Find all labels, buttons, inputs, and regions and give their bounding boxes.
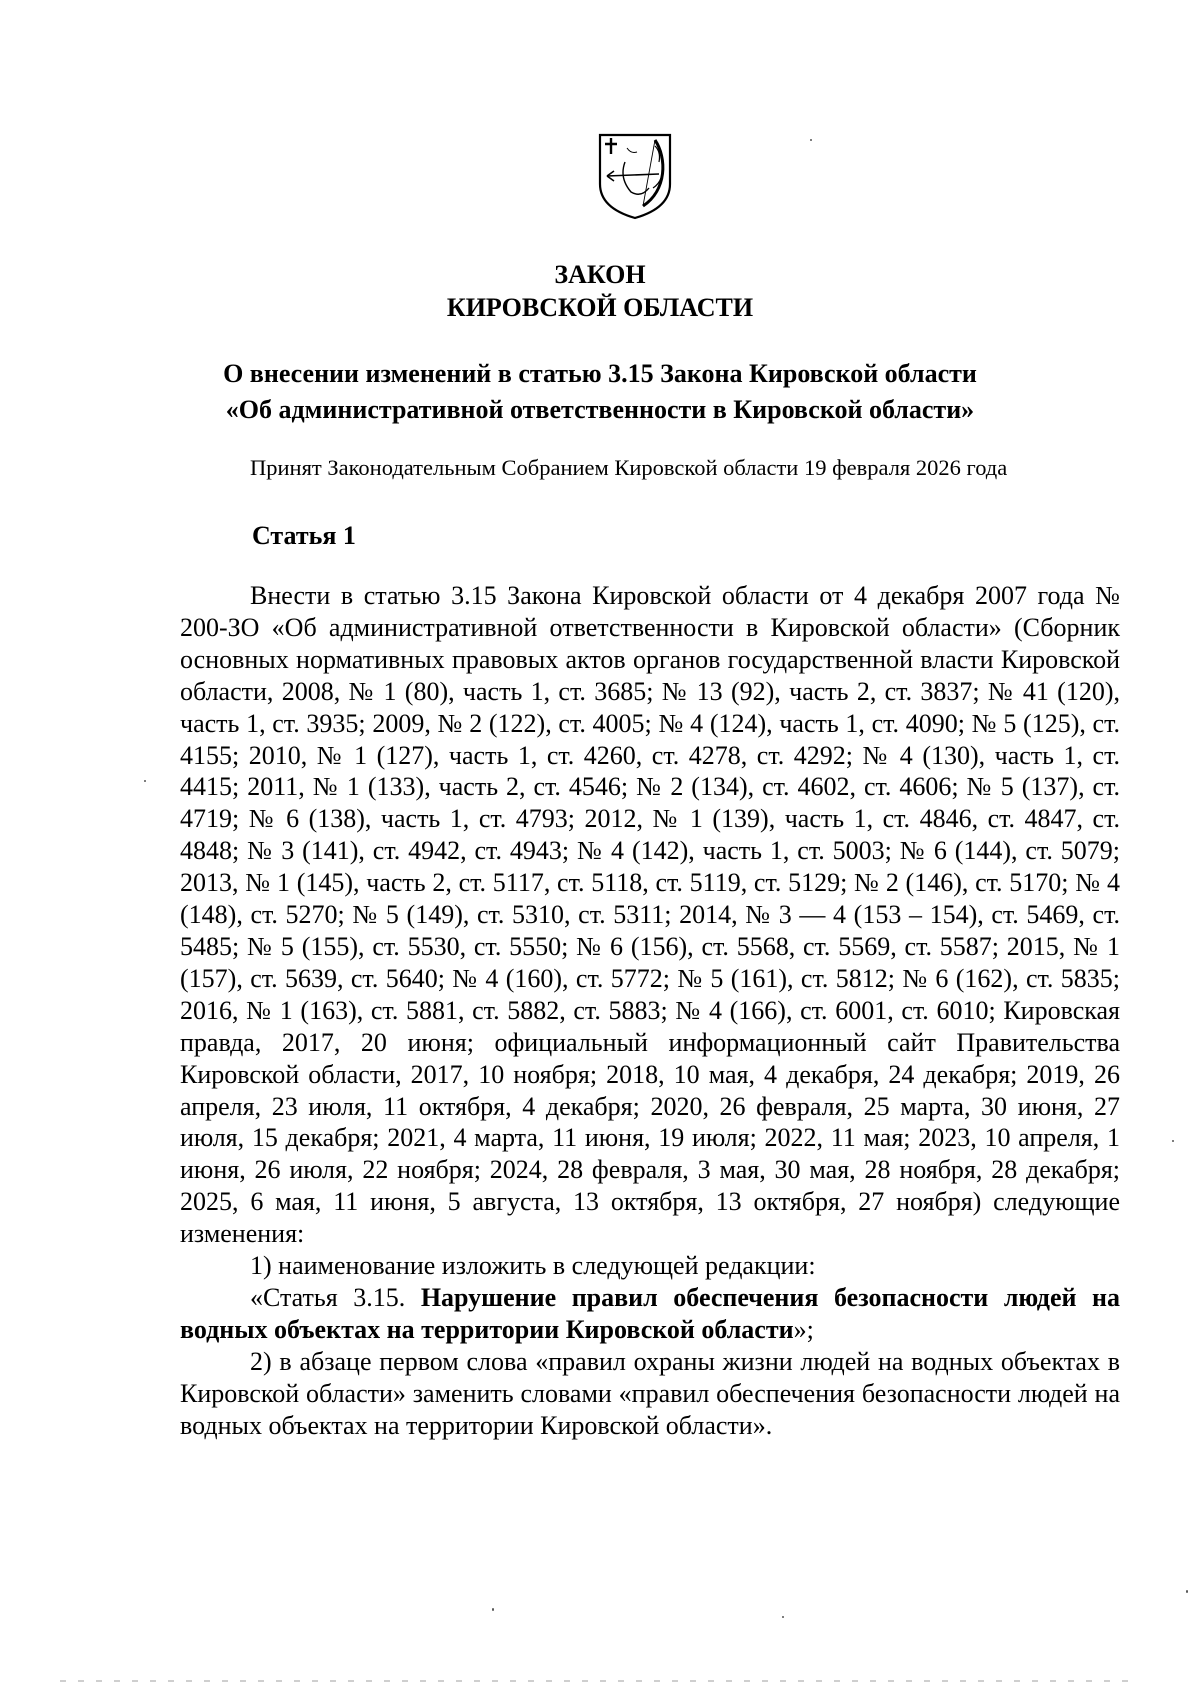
amendment-item-2: 2) в абзаце первом слова «правил охраны жизни людей на водных объектах в Кировской области» заменить словами «правил обеспечения безопасности людей на водных объектах на территории Кировской области».	[180, 1346, 1120, 1440]
scan-speck	[492, 1608, 494, 1611]
law-region-heading: КИРОВСКОЙ ОБЛАСТИ	[446, 293, 754, 322]
scan-speck	[1186, 1590, 1188, 1593]
subject-line-1: О внесении изменений в статью 3.15 Закона Кировской области	[223, 359, 977, 388]
law-type-heading: ЗАКОН	[554, 260, 646, 289]
law-subject-title	[150, 356, 1050, 428]
adoption-statement: Принят Законодательным Собранием Кировской области 19 февраля 2026 года	[250, 455, 1008, 480]
subject-line-2: «Об административной ответственности в Кировской области»	[225, 395, 975, 424]
scan-edge-artifact	[60, 1680, 1140, 1682]
scan-speck	[1172, 1140, 1174, 1142]
coat-of-arms-emblem	[597, 132, 673, 220]
amendment-paragraph: Внести в статью 3.15 Закона Кировской области от 4 декабря 2007 года № 200-ЗО «Об административной ответственности в Кировской области» (Сборник основных нормативных правовых актов органов государственной власти Кировской области, 2008, № 1 (80), часть 1, ст. 3685; № 13 (92), часть 2, ст. 3837; № 41 (120), часть 1, ст. 3935; 2009, № 2 (122), ст. 4005; № 4 (124), часть 1, ст. 4090; № 5 (125), ст. 4155; 2010, № 1 (127), часть 1, ст. 4260, ст. 4278, ст. 4292; № 4 (130), часть 1, ст. 4415; 2011, № 1 (133), часть 2, ст. 4546; № 2 (134), ст. 4602, ст. 4606; № 5 (137), ст. 4719; № 6 (138), часть 1, ст. 4793; 2012, № 1 (139), часть 1, ст. 4846, ст. 4847, ст. 4848; № 3 (141), ст. 4942, ст. 4943; № 4 (142), часть 1, ст. 5003; № 6 (144), ст. 5079; 2013, № 1 (145), часть 2, ст. 5117, ст. 5118, ст. 5119, ст. 5129; № 2 (146), ст. 5170; № 4 (148), ст. 5270; № 5 (149), ст. 5310, ст. 5311; 2014, № 3 — 4 (153 – 154), ст. 5469, ст. 5485; № 5 (155), ст. 5530, ст. 5550; № 6 (156), ст. 5568, ст. 5569, ст. 5587; 2015, № 1 (157), ст. 5639, ст. 5640; № 4 (160), ст. 5772; № 5 (161), ст. 5812; № 6 (162), ст. 5835; 2016, № 1 (163), ст. 5881, ст. 5882, ст. 5883; № 4 (166), ст. 6001, ст. 6010; Кировская правда, 2017, 20 июня; официальный информационный сайт Правительства Кировской области, 2017, 10 ноября; 2018, 10 мая, 4 декабря, 24 декабря; 2019, 26 апреля, 23 июля, 11 октября, 4 декабря; 2020, 26 февраля, 25 марта, 30 июня, 27 июля, 15 декабря; 2021, 4 марта, 11 июня, 19 июля; 2022, 11 мая; 2023, 10 апреля, 1 июня, 26 июля, 22 ноября; 2024, 28 февраля, 3 мая, 30 мая, 28 ноября, 28 декабря; 2025, 6 мая, 11 июня, 5 августа, 13 октября, 13 октября, 27 ноября) следующие изменения:	[180, 581, 1120, 1249]
quote-bold-title: Нарушение правил обеспечения безопасности людей на водных объектах на территории Кировской области	[180, 1282, 1120, 1344]
scan-speck	[144, 780, 146, 782]
amendment-item-1: 1) наименование изложить в следующей редакции:	[250, 1251, 816, 1281]
quote-prefix: «Статья 3.15.	[250, 1282, 421, 1312]
scan-speck	[782, 1616, 784, 1618]
coat-of-arms-icon	[597, 132, 673, 220]
amendment-quote	[180, 1282, 1120, 1346]
quote-suffix: »;	[793, 1314, 814, 1344]
scan-speck	[810, 139, 812, 141]
article-heading: Статья 1	[252, 521, 356, 550]
article-body	[180, 580, 1120, 1441]
